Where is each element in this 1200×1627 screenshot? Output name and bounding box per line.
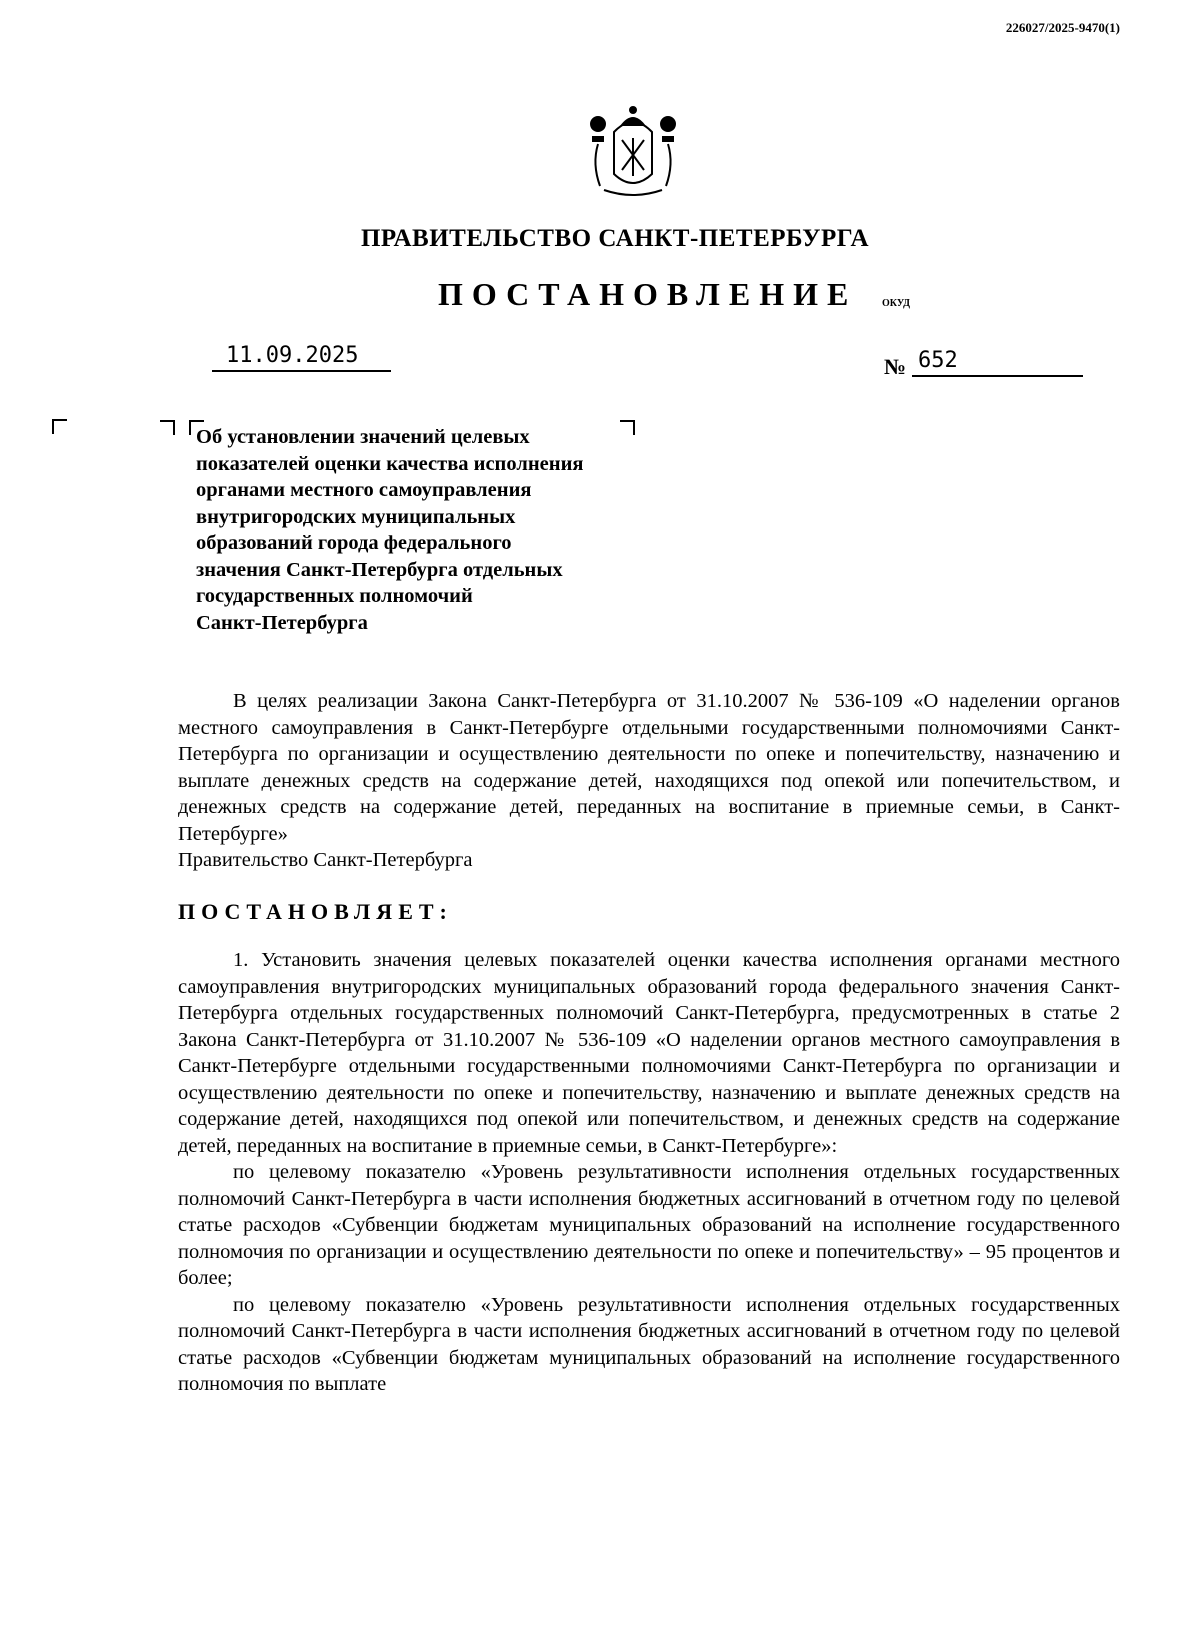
subject-line: внутригородских муниципальных bbox=[196, 505, 516, 528]
paragraph: по целевому показателю «Уровень результативности исполнения отдельных государственных полномочий Санкт-Петербурга в части исполнения бюджетных ассигнований в отчетном году по целевой статье расходов «Субвенции бюджетам муниципальных образований на исполнение государственного полномочия по выплате bbox=[178, 1293, 1120, 1395]
document-body bbox=[178, 688, 1120, 1398]
number-sign: № bbox=[884, 354, 907, 379]
subject-line: органами местного самоуправления bbox=[196, 479, 532, 501]
paragraph: 1. Установить значения целевых показателей оценки качества исполнения органами местного самоуправления внутригородских муниципальных образований города федерального значения Санкт-Петербурга отдельных государственных полномочий Санкт-Петербурга, предусмотренных в статье 2 Закона Санкт-Петербурга от 31.10.2007 № 536-109 «О наделении органов местного самоуправления в Санкт-Петербурге отдельными государственными полномочиями Санкт-Петербурга по организации и осуществлению деятельности по опеке и попечительству, назначению и выплате денежных средств на содержание детей, находящихся под опекой или попечительством, и денежных средств на содержание детей, переданных на воспитание в приемные семьи, в Санкт-Петербурге»: bbox=[178, 949, 1120, 1157]
subject-line: образований города федерального bbox=[196, 532, 512, 554]
okud-label: ОКУД bbox=[882, 298, 911, 309]
saint-petersburg-coat-of-arms-icon bbox=[584, 104, 682, 200]
subject-line: Санкт-Петербурга bbox=[196, 611, 368, 634]
subject-line: значения Санкт-Петербурга отдельных bbox=[196, 558, 563, 581]
preamble: В целях реализации Закона Санкт-Петербурга от 31.10.2007 № 536-109 «О наделении органов местного самоуправления в Санкт-Петербурге отдельными государственными полномочиями Санкт-Петербурга по организации и осуществлению деятельности по опеке и попечительству, назначению и выплате денежных средств на содержание детей, находящихся под опекой или попечительством, и денежных средств на содержание детей, переданных на воспитание в приемные семьи, в Санкт-Петербурге» bbox=[178, 690, 1120, 845]
document-number: 652 bbox=[912, 348, 1083, 377]
document-type: ПОСТАНОВЛЕНИЕ bbox=[438, 276, 858, 312]
paragraph: по целевому показателю «Уровень результативности исполнения отдельных государственных полномочий Санкт-Петербурга в части исполнения бюджетных ассигнований в отчетном году по целевой статье расходов «Субвенции бюджетам муниципальных образований на исполнение государственного полномочия по организации и осуществлению деятельности по опеке и попечительству» – 95 процентов и более; bbox=[178, 1161, 1120, 1289]
corner-mark bbox=[160, 420, 175, 435]
government-title: ПРАВИТЕЛЬСТВО САНКТ-ПЕТЕРБУРГА bbox=[360, 225, 870, 252]
resolves-heading: ПОСТАНОВЛЯЕТ: bbox=[178, 898, 453, 924]
document-subject bbox=[196, 424, 666, 636]
registration-number: 226027/2025-9470(1) bbox=[1005, 20, 1120, 35]
subject-line: государственных полномочий bbox=[196, 585, 473, 607]
document-date: 11.09.2025 bbox=[212, 343, 391, 372]
subject-line: Об установлении значений целевых bbox=[196, 426, 530, 448]
corner-mark bbox=[52, 419, 67, 434]
subject-line: показателей оценки качества исполнения bbox=[196, 452, 584, 475]
preamble-end: Правительство Санкт-Петербурга bbox=[178, 849, 473, 871]
